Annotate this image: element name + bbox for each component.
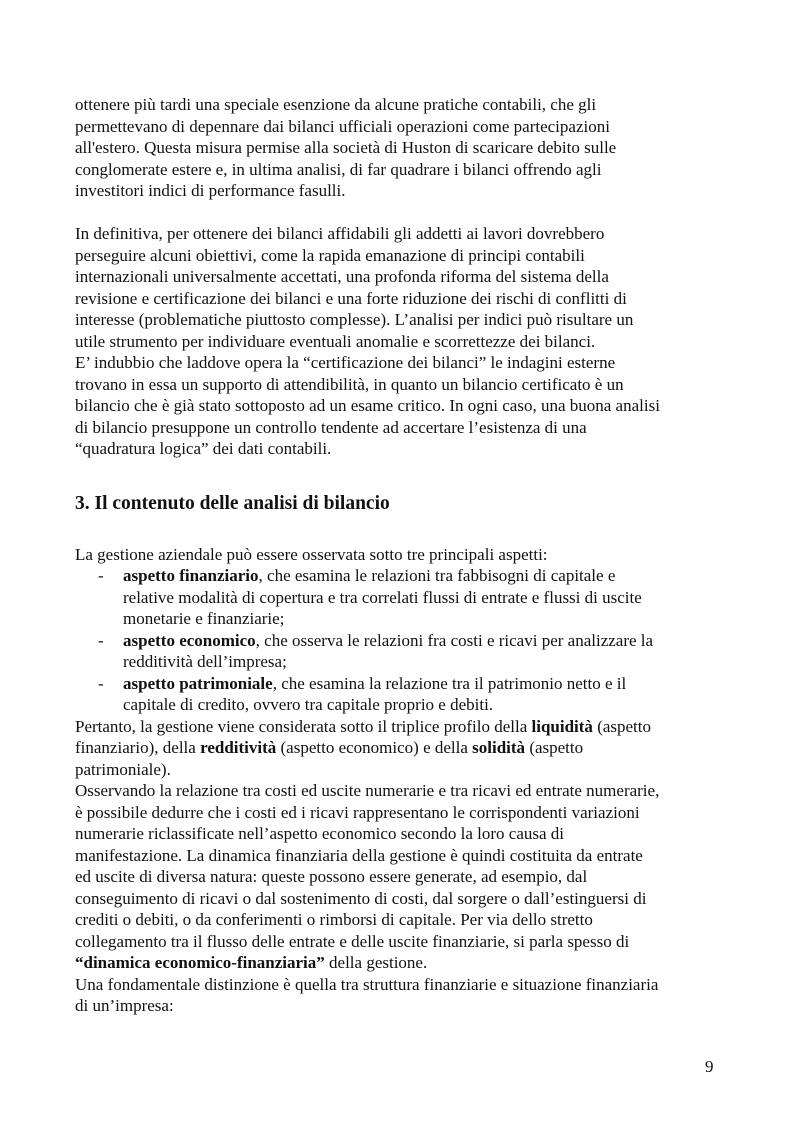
- text-line: conseguimento di ricavi o dal sostenimento di costi, dal sorgere o dall’estinguersi di: [75, 888, 647, 908]
- list-item-economico: [75, 630, 725, 673]
- term-description: , che esamina le relazioni tra fabbisogni di capitale e: [258, 566, 616, 585]
- text-line: internazionali universalmente accettati, una profonda riforma del sistema della: [75, 267, 609, 286]
- term-description: , che osserva le relazioni fra costi e ricavi per analizzare la: [255, 630, 654, 650]
- term-solidita: solidità: [472, 738, 526, 757]
- term-finanziario: aspetto finanziario: [123, 566, 259, 585]
- paragraph-distinzione: [75, 974, 725, 1017]
- text-line: Osservando la relazione tra costi ed uscite numerarie e tra ricavi ed entrate numerarie,: [75, 781, 660, 800]
- paragraph-definitiva: [75, 223, 725, 460]
- text-line: all'estero. Questa misura permise alla società di Huston di scaricare debito sulle: [75, 138, 617, 157]
- paragraph-huston: [75, 94, 725, 202]
- text-line: permettevano di depennare dai bilanci ufficiali operazioni come partecipazioni: [75, 116, 610, 136]
- text-line: è possibile dedurre che i costi ed i ricavi rappresentano le corrispondenti variazioni: [75, 802, 640, 822]
- text-line: [75, 737, 725, 759]
- text-line: [123, 630, 725, 652]
- text-run: Pertanto, la gestione viene considerata sotto il triplice profilo della: [75, 716, 532, 736]
- term-description: , che esamina la relazione tra il patrimonio netto e il: [272, 673, 627, 693]
- text-line: relative modalità di copertura e tra correlati flussi di entrate e flussi di uscite: [123, 587, 642, 607]
- text-run: (aspetto economico) e della: [276, 738, 473, 757]
- text-run: (aspetto: [525, 738, 584, 757]
- list-dash: -: [98, 566, 104, 585]
- page-number: 9: [705, 1057, 714, 1076]
- text-line: utile strumento per individuare eventuali anomalie e scorrettezze dei bilanci.: [75, 331, 596, 351]
- text-line: [123, 673, 725, 695]
- text-line: manifestazione. La dinamica finanziaria della gestione è quindi costituita da entrate: [75, 845, 643, 865]
- text-line: Una fondamentale distinzione è quella tra struttura finanziarie e situazione finanziaria: [75, 974, 659, 994]
- text-line: revisione e certificazione dei bilanci e una forte riduzione dei rischi di conflitti di: [75, 288, 627, 308]
- text-line: In definitiva, per ottenere dei bilanci affidabili gli addetti ai lavori dovrebbero: [75, 224, 605, 243]
- text-line: ed uscite di diversa natura: queste possono essere generate, ad esempio, dal: [75, 867, 588, 886]
- list-item-patrimoniale: [75, 673, 725, 716]
- text-line: ottenere più tardi una speciale esenzione da alcune pratiche contabili, che gli: [75, 95, 597, 114]
- paragraph-pertanto: [75, 716, 725, 781]
- term-dinamica: “dinamica economico-finanziaria”: [75, 953, 325, 972]
- text-run: della gestione.: [324, 953, 428, 972]
- text-line: collegamento tra il flusso delle entrate e delle uscite finanziarie, si parla spesso di: [75, 931, 630, 951]
- list-item-finanziario: [75, 565, 725, 630]
- text-line: investitori indici di performance fasulli.: [75, 181, 346, 200]
- text-line: [75, 952, 725, 974]
- text-line: monetarie e finanziarie;: [123, 609, 285, 628]
- text-line: patrimoniale).: [75, 759, 171, 779]
- paragraph-gap: [75, 202, 725, 224]
- text-line: redditività dell’impresa;: [123, 652, 287, 671]
- paragraph-osservando: [75, 780, 725, 974]
- text-line: interesse (problematiche piuttosto complesse). L’analisi per indici può risultare un: [75, 310, 634, 329]
- text-line: di un’impresa:: [75, 996, 174, 1015]
- text-run: (aspetto: [592, 716, 652, 736]
- text-line: perseguire alcuni obiettivi, come la rapida emanazione di principi contabili: [75, 245, 585, 265]
- text-line: trovano in essa un supporto di attendibilità, in quanto un bilancio certificato è un: [75, 374, 624, 394]
- term-liquidita: liquidità: [531, 716, 593, 736]
- text-line: “quadratura logica” dei dati contabili.: [75, 439, 332, 458]
- intro-line: La gestione aziendale può essere osservata sotto tre principali aspetti:: [75, 544, 548, 564]
- list-dash: -: [98, 673, 104, 693]
- text-line: bilancio che è già stato sottoposto ad un esame critico. In ogni caso, una buona analisi: [75, 396, 660, 415]
- text-line: di bilancio presuppone un controllo tendente ad accertare l’esistenza di una: [75, 417, 587, 437]
- section-heading: 3. Il contenuto delle analisi di bilancio: [75, 492, 390, 514]
- text-line: crediti o debiti, o da conferimenti o rimborsi di capitale. Per via dello stretto: [75, 910, 593, 929]
- text-line: [75, 716, 725, 738]
- text-run: finanziario), della: [75, 738, 201, 757]
- list-dash: -: [98, 630, 104, 650]
- aspects-list: [75, 565, 725, 716]
- term-economico: aspetto economico: [123, 630, 256, 650]
- term-patrimoniale: aspetto patrimoniale: [123, 673, 273, 693]
- text-line: E’ indubbio che laddove opera la “certificazione dei bilanci” le indagini esterne: [75, 353, 616, 372]
- term-redditivita: redditività: [200, 738, 277, 757]
- page-content: [75, 94, 725, 1017]
- text-line: [123, 565, 725, 587]
- text-line: conglomerate estere e, in ultima analisi, di far quadrare i bilanci offrendo agli: [75, 159, 602, 179]
- text-line: capitale di credito, ovvero tra capitale proprio e debiti.: [123, 695, 494, 714]
- text-line: numerarie riclassificate nell’aspetto economico secondo la loro causa di: [75, 824, 565, 843]
